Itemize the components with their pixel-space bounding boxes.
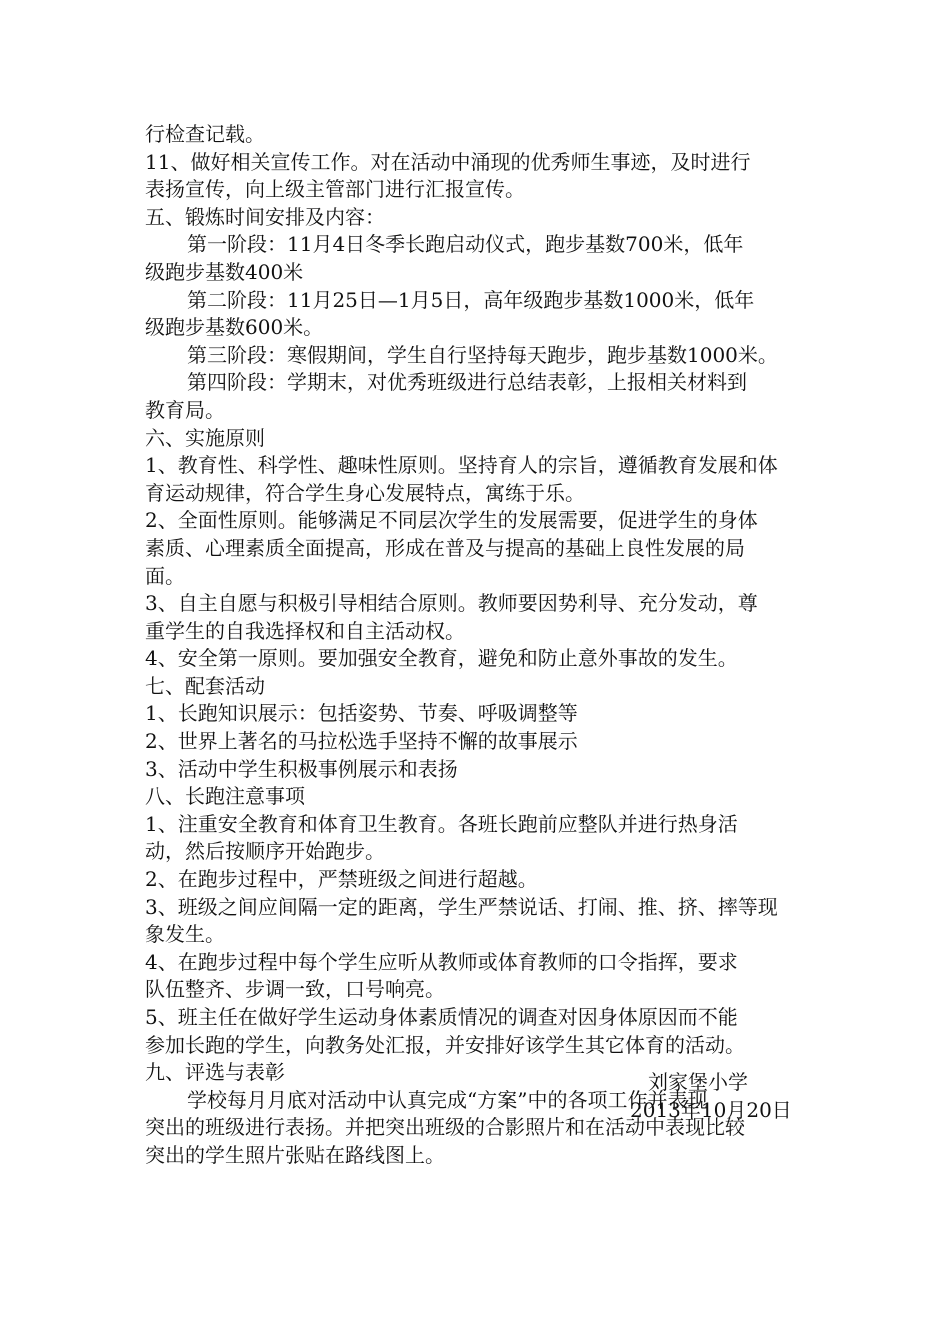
text-line: 突出的班级进行表扬。并把突出班级的合影照片和在活动中表现比较 [145,1115,745,1140]
text-line: 4、安全第一原则。要加强安全教育，避免和防止意外事故的发生。 [145,646,738,671]
text-line: 2、世界上著名的马拉松选手坚持不懈的故事展示 [145,729,578,754]
text-line: 1、长跑知识展示：包括姿势、节奏、呼吸调整等 [145,701,578,726]
signature-school: 刘家堡小学 [648,1070,748,1094]
text-line: 参加长跑的学生，向教务处汇报，并安排好该学生其它体育的活动。 [145,1032,745,1057]
text-line: 教育局。 [145,397,225,422]
text-line: 重学生的自我选择权和自主活动权。 [145,618,465,643]
text-line: 第二阶段：11月25日—1月5日，高年级跑步基数1000米，低年 [187,287,755,312]
text-line: 级跑步基数400米 [145,259,304,284]
text-line: 育运动规律，符合学生身心发展特点，寓练于乐。 [145,480,585,505]
text-line: 八、长跑注意事项 [145,784,305,809]
text-line: 3、自主自愿与积极引导相结合原则。教师要因势利导、充分发动，尊 [145,591,758,616]
text-line: 六、实施原则 [145,425,265,450]
text-line: 面。 [145,563,185,588]
text-line: 第三阶段：寒假期间，学生自行坚持每天跑步，跑步基数1000米。 [187,342,778,367]
text-line: 4、在跑步过程中每个学生应听从教师或体育教师的口令指挥，要求 [145,949,738,974]
text-line: 学校每月月底对活动中认真完成“方案”中的各项工作并表现 [187,1087,708,1112]
text-line: 2、在跑步过程中，严禁班级之间进行超越。 [145,867,538,892]
document-body [145,121,810,1170]
text-line: 突出的学生照片张贴在路线图上。 [145,1142,445,1167]
text-line: 七、配套活动 [145,673,265,698]
signature-date: 2013年10月20日 [630,1098,792,1122]
text-line: 行检查记载。 [145,122,265,146]
text-line: 11、做好相关宣传工作。对在活动中涌现的优秀师生事迹，及时进行 [145,149,751,174]
text-line: 1、注重安全教育和体育卫生教育。各班长跑前应整队并进行热身活 [145,811,738,836]
text-line: 九、评选与表彰 [145,1060,285,1085]
text-line: 队伍整齐、步调一致，口号响亮。 [145,977,445,1002]
text-line: 表扬宣传，向上级主管部门进行汇报宣传。 [145,177,525,202]
text-line: 3、班级之间应间隔一定的距离，学生严禁说话、打闹、推、挤、摔等现 [145,894,778,919]
text-line: 素质、心理素质全面提高，形成在普及与提高的基础上良性发展的局 [145,535,745,560]
text-line: 1、教育性、科学性、趣味性原则。坚持育人的宗旨，遵循教育发展和体 [145,453,778,478]
text-line: 3、活动中学生积极事例展示和表扬 [145,756,458,781]
text-line: 五、锻炼时间安排及内容： [145,204,385,229]
text-line: 第四阶段：学期末，对优秀班级进行总结表彰，上报相关材料到 [187,370,747,395]
text-line: 级跑步基数600米。 [145,315,324,340]
text-line: 第一阶段：11月4日冬季长跑启动仪式，跑步基数700米，低年 [187,232,744,257]
text-line: 象发生。 [145,922,225,947]
text-line: 动，然后按顺序开始跑步。 [145,839,385,864]
text-line: 5、班主任在做好学生运动身体素质情况的调查对因身体原因而不能 [145,1005,738,1029]
text-line: 2、全面性原则。能够满足不同层次学生的发展需要，促进学生的身体 [145,508,758,533]
